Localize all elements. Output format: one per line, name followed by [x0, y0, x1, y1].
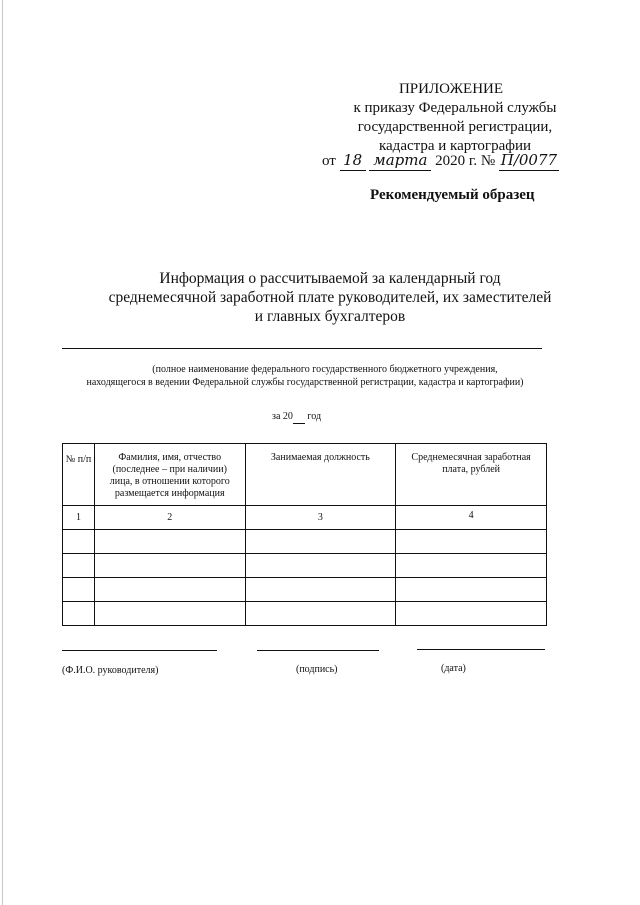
annex-date-line	[322, 151, 592, 171]
signature-caption: (подпись)	[296, 664, 338, 675]
document-title	[90, 269, 570, 326]
org-name-line	[62, 348, 542, 349]
table-row	[63, 530, 547, 554]
title-line-3: и главных бухгалтеров	[254, 308, 406, 325]
page-edge	[2, 0, 3, 905]
order-number: П/0077	[500, 151, 558, 169]
column-number-3: 3	[245, 506, 396, 530]
date-year: 2020 г.	[435, 153, 478, 169]
column-number-4: 4	[396, 506, 547, 530]
period-line	[272, 410, 392, 424]
table-row	[63, 602, 547, 626]
column-number-1: 1	[63, 506, 95, 530]
date-signature-line	[417, 649, 545, 650]
header-position: Занимаемая должность	[245, 444, 396, 506]
annex-block	[320, 80, 590, 156]
org-hint-line-1: (полное наименование федерального государственного бюджетного учреждения,	[152, 364, 498, 375]
table-header-row	[63, 444, 547, 506]
annex-line-1: к приказу Федеральной службы	[353, 100, 557, 116]
header-salary: Среднемесячная заработная плата, рублей	[396, 444, 547, 506]
header-number: № п/п	[63, 444, 95, 506]
annex-title: ПРИЛОЖЕНИЕ	[398, 81, 504, 97]
period-suffix: год	[307, 411, 322, 422]
table-row	[63, 554, 547, 578]
date-prefix: от	[322, 153, 336, 169]
org-hint	[60, 363, 600, 389]
name-signature-line	[62, 650, 217, 651]
date-day: 18	[340, 151, 366, 171]
annex-line-2: государственной регистрации,	[357, 119, 553, 135]
column-number-2: 2	[94, 506, 245, 530]
period-blank	[293, 410, 305, 424]
table-row	[63, 578, 547, 602]
signature-line	[257, 650, 379, 651]
org-hint-line-2: находящегося в ведении Федеральной службы государственной регистрации, кадастра и картографии)	[86, 377, 524, 388]
header-fio: Фамилия, имя, отчество (последнее – при наличии) лица, в отношении которого размещается информация	[94, 444, 245, 506]
period-prefix: за 20	[272, 411, 293, 422]
title-line-2: среднемесячной заработной плате руководителей, их заместителей	[108, 289, 552, 306]
date-caption: (дата)	[441, 663, 466, 674]
annex-line-3: кадастра и картографии	[378, 138, 532, 154]
recommended-label: Рекомендуемый образец	[370, 187, 535, 203]
name-caption: (Ф.И.О. руководителя)	[62, 665, 159, 676]
date-month: марта	[369, 151, 431, 171]
title-line-1: Информация о рассчитываемой за календарный год	[159, 270, 501, 287]
number-prefix: №	[480, 153, 496, 169]
table-numbering-row	[63, 506, 547, 530]
salary-table	[62, 443, 547, 626]
